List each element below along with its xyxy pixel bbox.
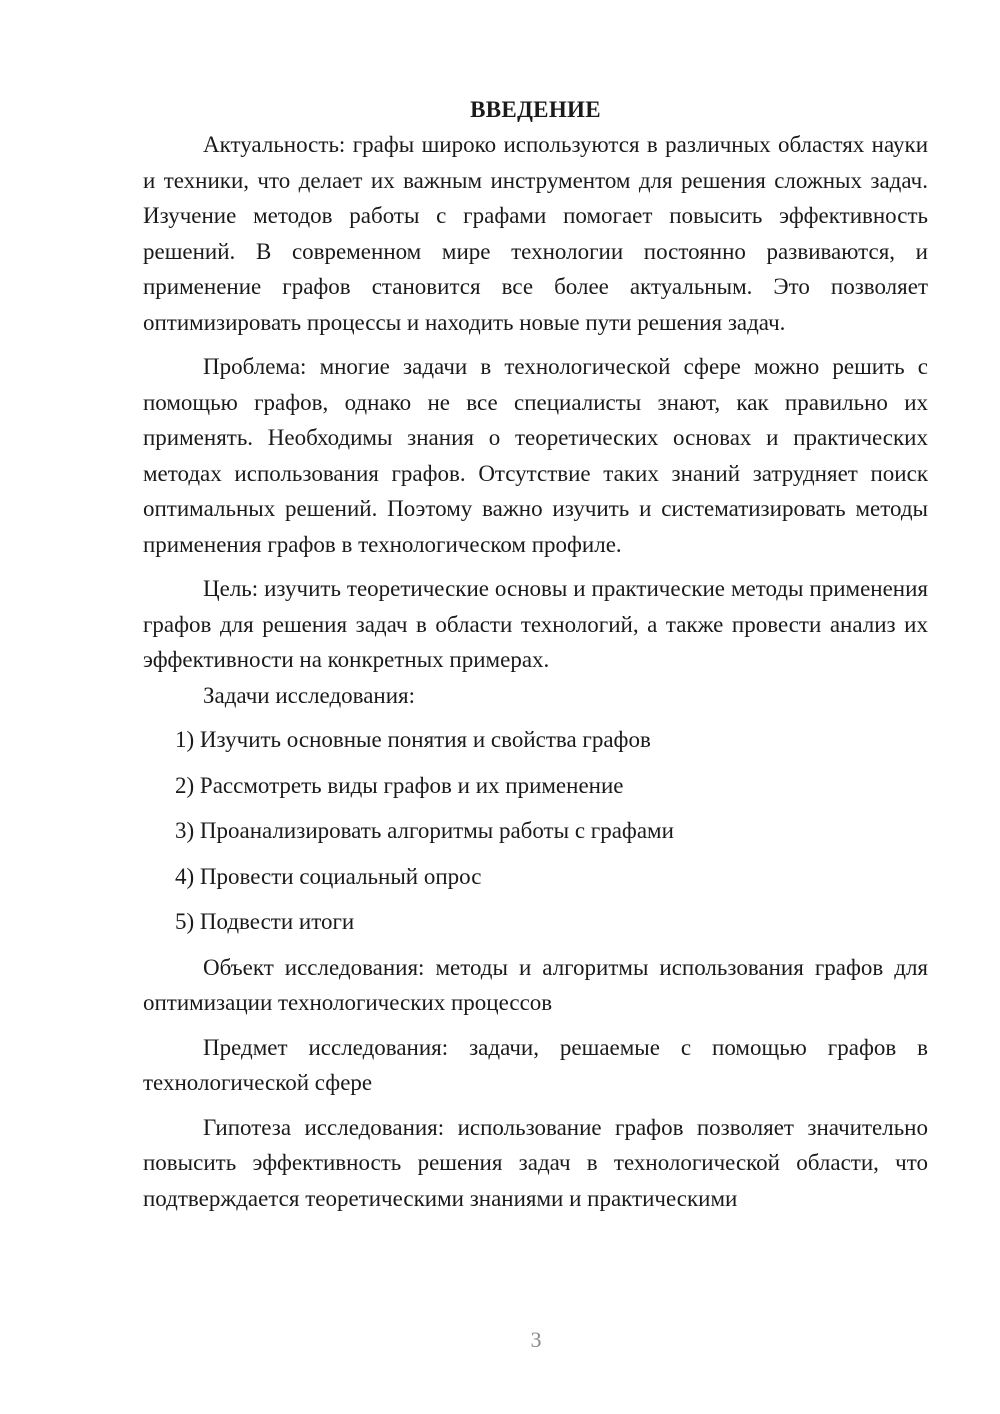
hypothesis-paragraph: Гипотеза исследования: использование графов позволяет значительно повысить эффективность решения задач в технологической области, что подтверждается теоретическими знаниями и практическими: [143, 1114, 928, 1211]
page-number: 3: [530, 1327, 542, 1352]
problem-paragraph: Проблема: многие задачи в технологической сфере можно решить с помощью графов, однако не все специалисты знают, как правильно их применять. Необходимы знания о теоретических основах и практических методах использования графов. Отсутствие таких знаний затрудняет поиск оптимальных решений. Поэтому важно изучить и систематизировать методы применения графов в технологическом профиле.: [143, 354, 928, 557]
tasks-list: [143, 722, 928, 940]
document-page: [143, 92, 928, 1216]
task-item: 3) Проанализировать алгоритмы работы с графами: [175, 818, 674, 843]
subject-paragraph: Предмет исследования: задачи, решаемые с помощью графов в технологической сфере: [143, 1034, 928, 1095]
task-item: 5) Подвести итоги: [175, 909, 355, 934]
task-item: 1) Изучить основные понятия и свойства графов: [175, 727, 651, 752]
tasks-heading: Задачи исследования:: [203, 682, 416, 708]
goal-paragraph: Цель: изучить теоретические основы и практические методы применения графов для решения задач в области технологий, а также провести анализ их эффективности на конкретных примерах.: [143, 576, 928, 672]
section-title: ВВЕДЕНИЕ: [470, 97, 601, 122]
task-item: 2) Рассмотреть виды графов и их применение: [175, 772, 624, 798]
object-paragraph: Объект исследования: методы и алгоритмы использования графов для оптимизации технологических процессов: [143, 954, 928, 1015]
relevance-paragraph: Актуальность: графы широко используются в различных областях науки и техники, что делает их важным инструментом для решения сложных задач. Изучение методов работы с графами помогает повысить эффективность решений. В современном мире технологии постоянно развиваются, и применение графов становится все более актуальным. Это позволяет оптимизировать процессы и находить новые пути решения задач.: [143, 132, 928, 335]
task-item: 4) Провести социальный опрос: [175, 863, 482, 889]
